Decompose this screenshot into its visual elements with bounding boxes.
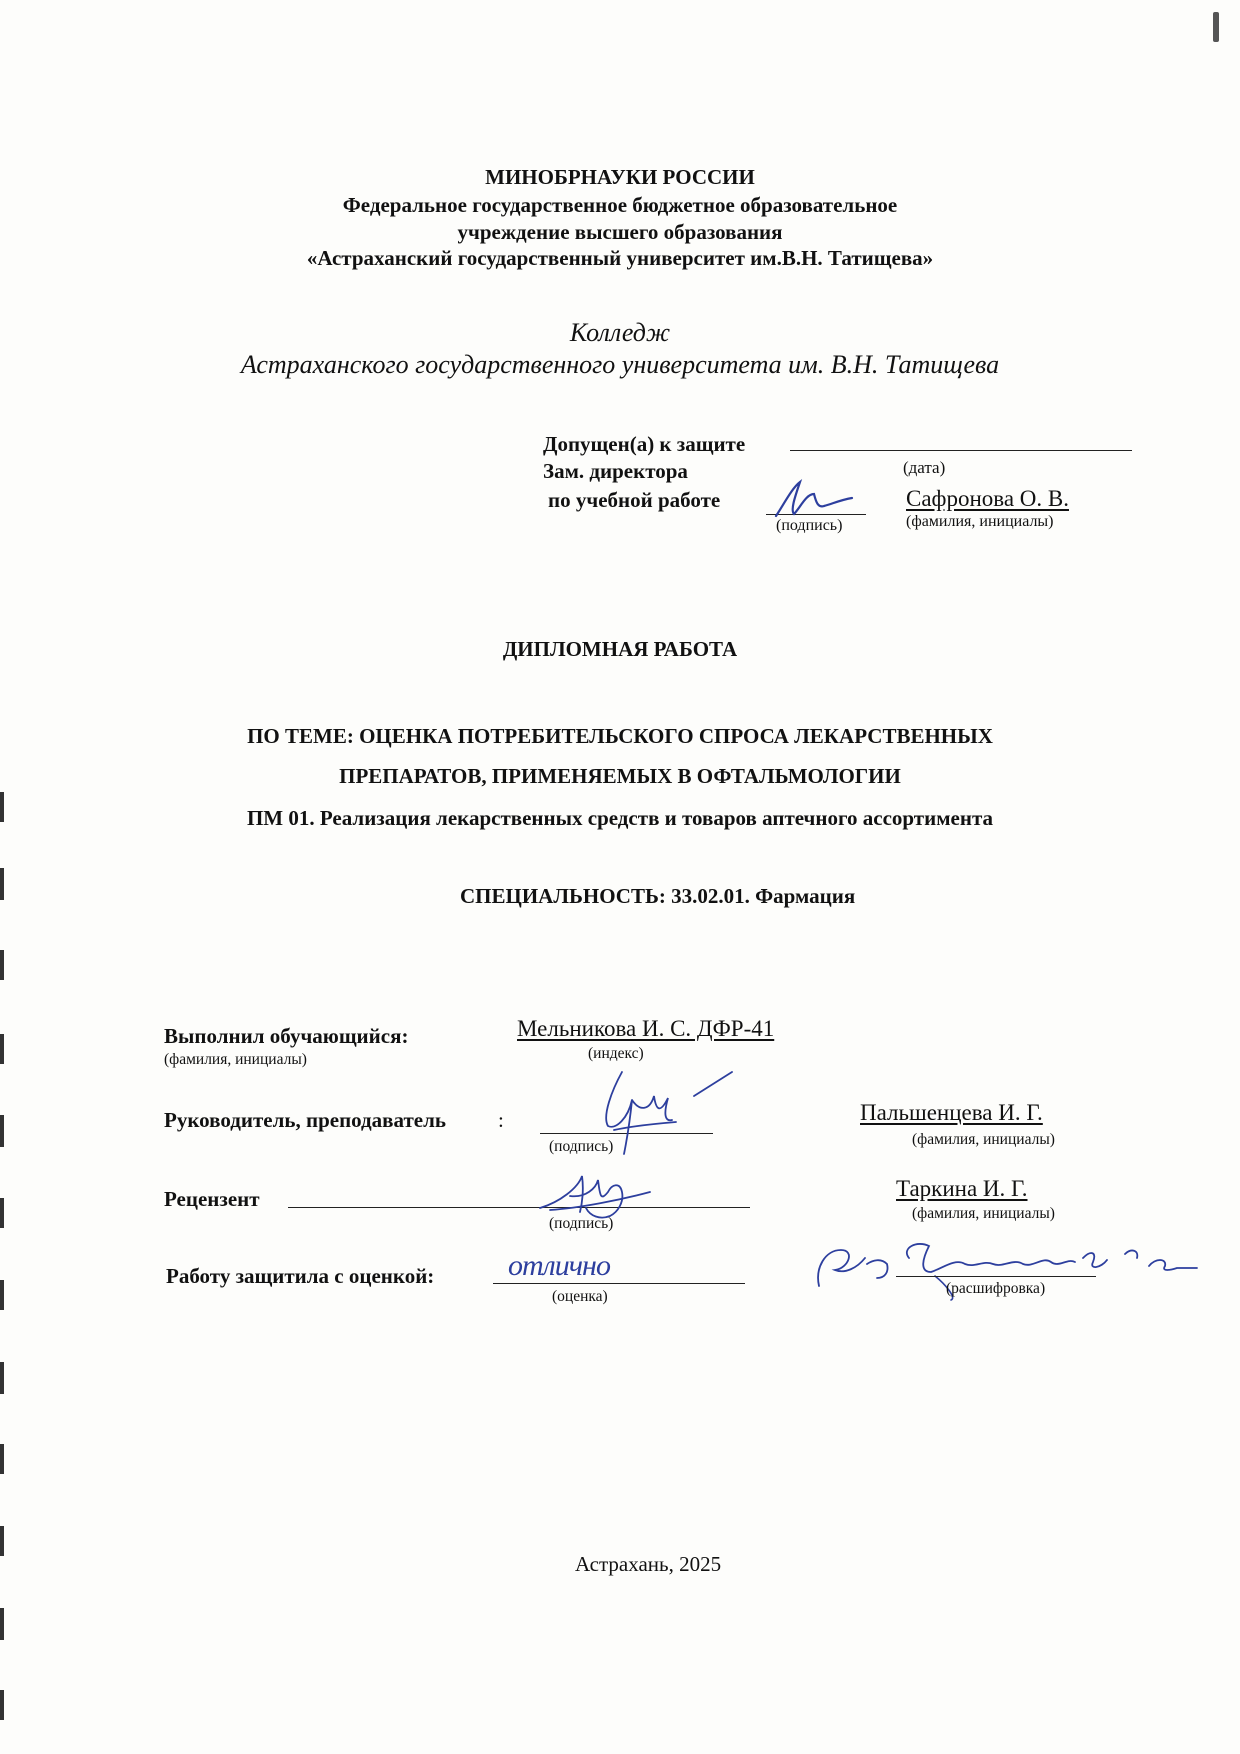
topic-line1: ПО ТЕМЕ: ОЦЕНКА ПОТРЕБИТЕЛЬСКОГО СПРОСА ЛЕКАРСТВЕННЫХ: [247, 724, 993, 748]
deputy-name: Сафронова О. В.: [906, 486, 1069, 511]
specialty: СПЕЦИАЛЬНОСТЬ: 33.02.01. Фармация: [460, 884, 856, 908]
professional-module: ПМ 01. Реализация лекарственных средств и товаров аптечного ассортимента: [246, 806, 994, 830]
institution-type-line2: учреждение высшего образования: [457, 220, 783, 244]
admission-date-line: [790, 450, 1132, 451]
grade-value-caption: (оценка): [552, 1288, 608, 1305]
reviewer-name: Таркина И. Г.: [896, 1176, 1028, 1201]
supervisor-colon: :: [498, 1108, 504, 1132]
college-university: Астраханского государственного университета им. В.Н. Татищева: [240, 350, 1000, 379]
supervisor-name-caption: (фамилия, инициалы): [912, 1131, 1055, 1148]
reviewer-label: Рецензент: [164, 1187, 260, 1211]
work-type: ДИПЛОМНАЯ РАБОТА: [502, 637, 738, 661]
grade-value-handwritten: отлично: [508, 1249, 610, 1282]
college-title: Колледж: [569, 318, 671, 347]
signature-decoding-caption: (расшифровка): [946, 1280, 1046, 1297]
deputy-director-label: Зам. директора: [543, 459, 688, 483]
scan-artifact: [1213, 12, 1219, 42]
grade-label: Работу защитила с оценкой:: [166, 1264, 435, 1288]
admission-date-caption: (дата): [903, 458, 946, 477]
supervisor-signature-caption: (подпись): [549, 1138, 614, 1155]
signature-decoding-line: [896, 1276, 1096, 1277]
city-year: Астрахань, 2025: [575, 1552, 722, 1576]
reviewer-name-caption: (фамилия, инициалы): [912, 1205, 1055, 1222]
ministry-name: МИНОБРНАУКИ РОССИИ: [485, 165, 755, 189]
student-name: Мельникова И. С. ДФР-41: [517, 1016, 775, 1041]
deputy-name-caption: (фамилия, инициалы): [906, 513, 1054, 530]
institution-type-line1: Федеральное государственное бюджетное образовательное: [342, 193, 898, 217]
reviewer-signature-caption: (подпись): [549, 1215, 614, 1232]
topic-line2: ПРЕПАРАТОВ, ПРИМЕНЯЕМЫХ В ОФТАЛЬМОЛОГИИ: [339, 764, 901, 788]
deputy-signature-caption: (подпись): [776, 517, 843, 534]
supervisor-name: Пальшенцева И. Г.: [860, 1100, 1043, 1125]
student-label-caption: (фамилия, инициалы): [164, 1051, 307, 1068]
deputy-signature: [770, 478, 860, 522]
student-label: Выполнил обучающийся:: [164, 1024, 409, 1048]
admission-label: Допущен(а) к защите: [543, 432, 746, 456]
supervisor-label: Руководитель, преподаватель: [164, 1108, 447, 1132]
grade-line: [493, 1283, 745, 1284]
academic-work-label: по учебной работе: [548, 488, 721, 512]
university-name: «Астраханский государственный университет им.В.Н. Татищева»: [306, 246, 934, 270]
reviewer-signature-line: [288, 1207, 750, 1208]
student-index-caption: (индекс): [588, 1045, 644, 1062]
